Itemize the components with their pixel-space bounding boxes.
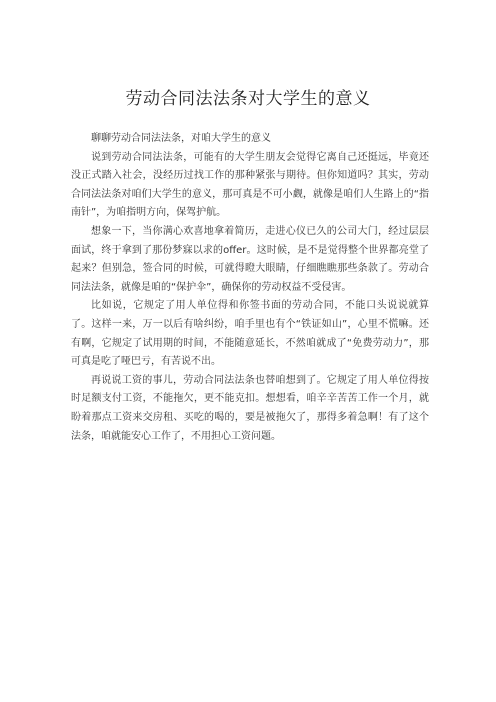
- paragraph-3: 比如说，它规定了用人单位得和你签书面的劳动合同，不能口头说说就算了。这样一来，万一以后有啥纠纷，咱手里也有个“铁证如山”，心里不慌嘛。还有啊，它规定了试用期的时间，不能随意延长，不然咱就成了“免费劳动力”，那可真是吃了哑巴亏，有苦说不出。: [71, 300, 429, 368]
- document-title: 劳动合同法法条对大学生的意义: [125, 89, 371, 109]
- paragraph-1: 说到劳动合同法法条，可能有的大学生朋友会觉得它离自己还挺远，毕竟还没正式踏入社会，没经历过找工作的那种紧张与期待。但你知道吗？其实，劳动合同法法条对咱们大学生的意义，那可真是不可小觑，就像是咱们人生路上的“指南针”，为咱指明方向，保驾护航。: [71, 151, 429, 219]
- document-body: [71, 130, 429, 446]
- paragraph-intro: 聊聊劳动合同法法条，对咱大学生的意义: [91, 133, 271, 144]
- paragraph-2: 想象一下，当你满心欢喜地拿着简历，走进心仪已久的公司大门，经过层层面试，终于拿到了那份梦寐以求的offer。这时候，是不是觉得整个世界都亮堂了起来？但别急，签合同的时候，可就得瞪大眼睛，仔细瞧瞧那些条款了。劳动合同法法条，就像是咱的“保护伞”，确保你的劳动权益不受侵害。: [71, 225, 429, 293]
- paragraph-4: 再说说工资的事儿，劳动合同法法条也替咱想到了。它规定了用人单位得按时足额支付工资，不能拖欠，更不能克扣。想想看，咱辛辛苦苦工作一个月，就盼着那点工资来交房租、买吃的喝的，要是被拖欠了，那得多着急啊！有了这个法条，咱就能安心工作了，不用担心工资问题。: [71, 374, 429, 442]
